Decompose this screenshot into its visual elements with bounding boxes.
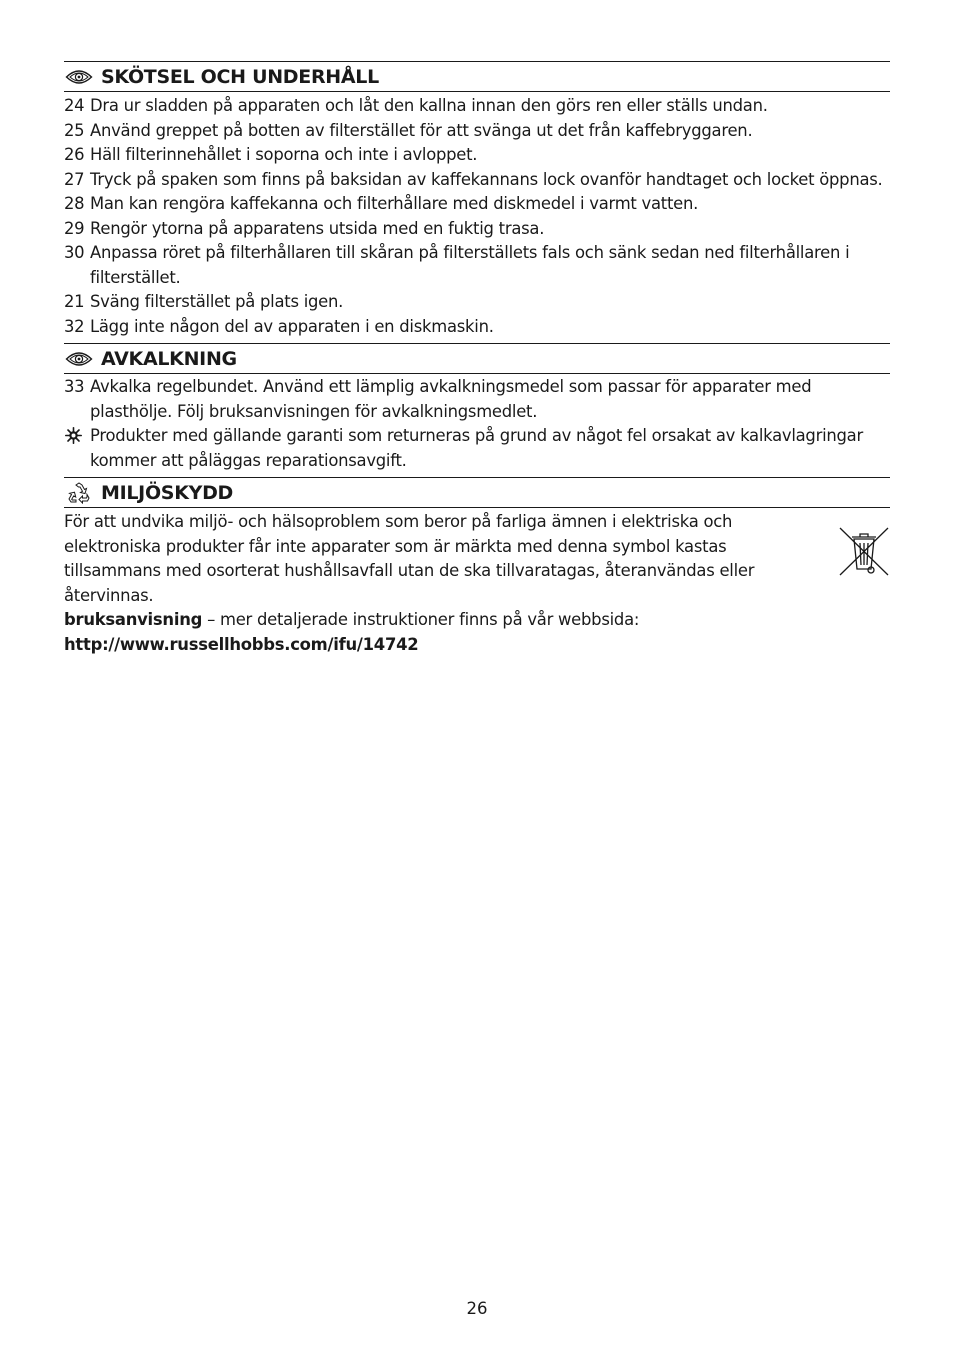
item-text: Rengör ytorna på apparatens utsida med en fuktig trasa.: [90, 218, 545, 238]
sun-star-icon: [65, 427, 82, 444]
care-list: [64, 94, 890, 339]
section-title: AVKALKNING: [101, 347, 237, 370]
item-text: Sväng filterstället på plats igen.: [90, 292, 344, 311]
item-number: 21: [64, 292, 85, 311]
section-title: SKÖTSEL OCH UNDERHÅLL: [101, 65, 379, 88]
list-item: [64, 192, 890, 217]
warning-text: Produkter med gällande garanti som returneras på grund av något fel orsakat av kalkavlagringar kommer att påläggas reparationsavgift.: [90, 426, 863, 470]
item-text: Dra ur sladden på apparaten och låt den kallna innan den görs ren eller ställs undan.: [90, 96, 768, 115]
section-heading-descaling: [64, 343, 890, 374]
section-heading-environment: [64, 477, 890, 508]
item-text: Lägg inte någon del av apparaten i en diskmaskin.: [90, 316, 494, 336]
section-title: MILJÖSKYDD: [101, 481, 234, 504]
list-item: [64, 168, 890, 193]
list-item: [64, 241, 890, 290]
list-item: [64, 94, 890, 119]
crossed-bin-icon: [838, 525, 890, 579]
website-link[interactable]: http://www.russellhobbs.com/ifu/14742: [64, 634, 419, 654]
item-number: 26: [64, 145, 85, 164]
list-item: [64, 315, 890, 340]
list-item: [64, 290, 890, 315]
environment-paragraph: För att undvika miljö- och hälsoproblem som beror på farliga ämnen i elektriska och elektroniska produkter får inte apparater som är märkta med denna symbol kastas tillsammans med osorterat hushållsavfall utan de ska tillvaratagas, återanvändas eller återvinnas.: [64, 512, 755, 605]
page-number: 26: [466, 1299, 488, 1318]
item-number: 27: [64, 169, 85, 189]
item-number: 32: [64, 316, 85, 336]
manual-line: [64, 608, 824, 633]
warning-item: [64, 424, 890, 473]
item-text: Tryck på spaken som finns på baksidan av kaffekannans lock ovanför handtaget och locket öppnas.: [90, 169, 883, 189]
item-text: Avkalka regelbundet. Använd ett lämplig avkalkningsmedel som passar för apparater med plasthölje. Följ bruksanvisningen för avkalkningsmedlet.: [90, 377, 812, 421]
item-text: Man kan rengöra kaffekanna och filterhållare med diskmedel i varmt vatten.: [90, 194, 699, 213]
item-number: 25: [64, 120, 85, 140]
descaling-list: [64, 375, 890, 473]
list-item: [64, 143, 890, 168]
item-text: Häll filterinnehållet i soporna och inte i avloppet.: [90, 145, 478, 164]
recycle-icon: [65, 483, 93, 503]
list-item: [64, 217, 890, 242]
item-text: Använd greppet på botten av filterstället för att svänga ut det från kaffebryggaren.: [90, 120, 753, 140]
page-content: [64, 61, 890, 657]
section-heading-care: [64, 61, 890, 92]
list-item: [64, 375, 890, 424]
item-number: 28: [64, 194, 85, 213]
item-number: 29: [64, 218, 85, 238]
manual-label: bruksanvisning: [64, 610, 203, 629]
item-number: 24: [64, 96, 85, 115]
eye-icon: [65, 67, 93, 87]
eye-icon: [65, 349, 93, 369]
environment-block: [64, 510, 890, 657]
item-number: 33: [64, 377, 85, 396]
list-item: [64, 119, 890, 144]
manual-text: – mer detaljerade instruktioner finns på vår webbsida:: [202, 610, 640, 629]
item-text: Anpassa röret på filterhållaren till skåran på filterställets fals och sänk sedan ned filterhållaren i filterstället.: [90, 243, 850, 287]
item-number: 30: [64, 243, 85, 262]
